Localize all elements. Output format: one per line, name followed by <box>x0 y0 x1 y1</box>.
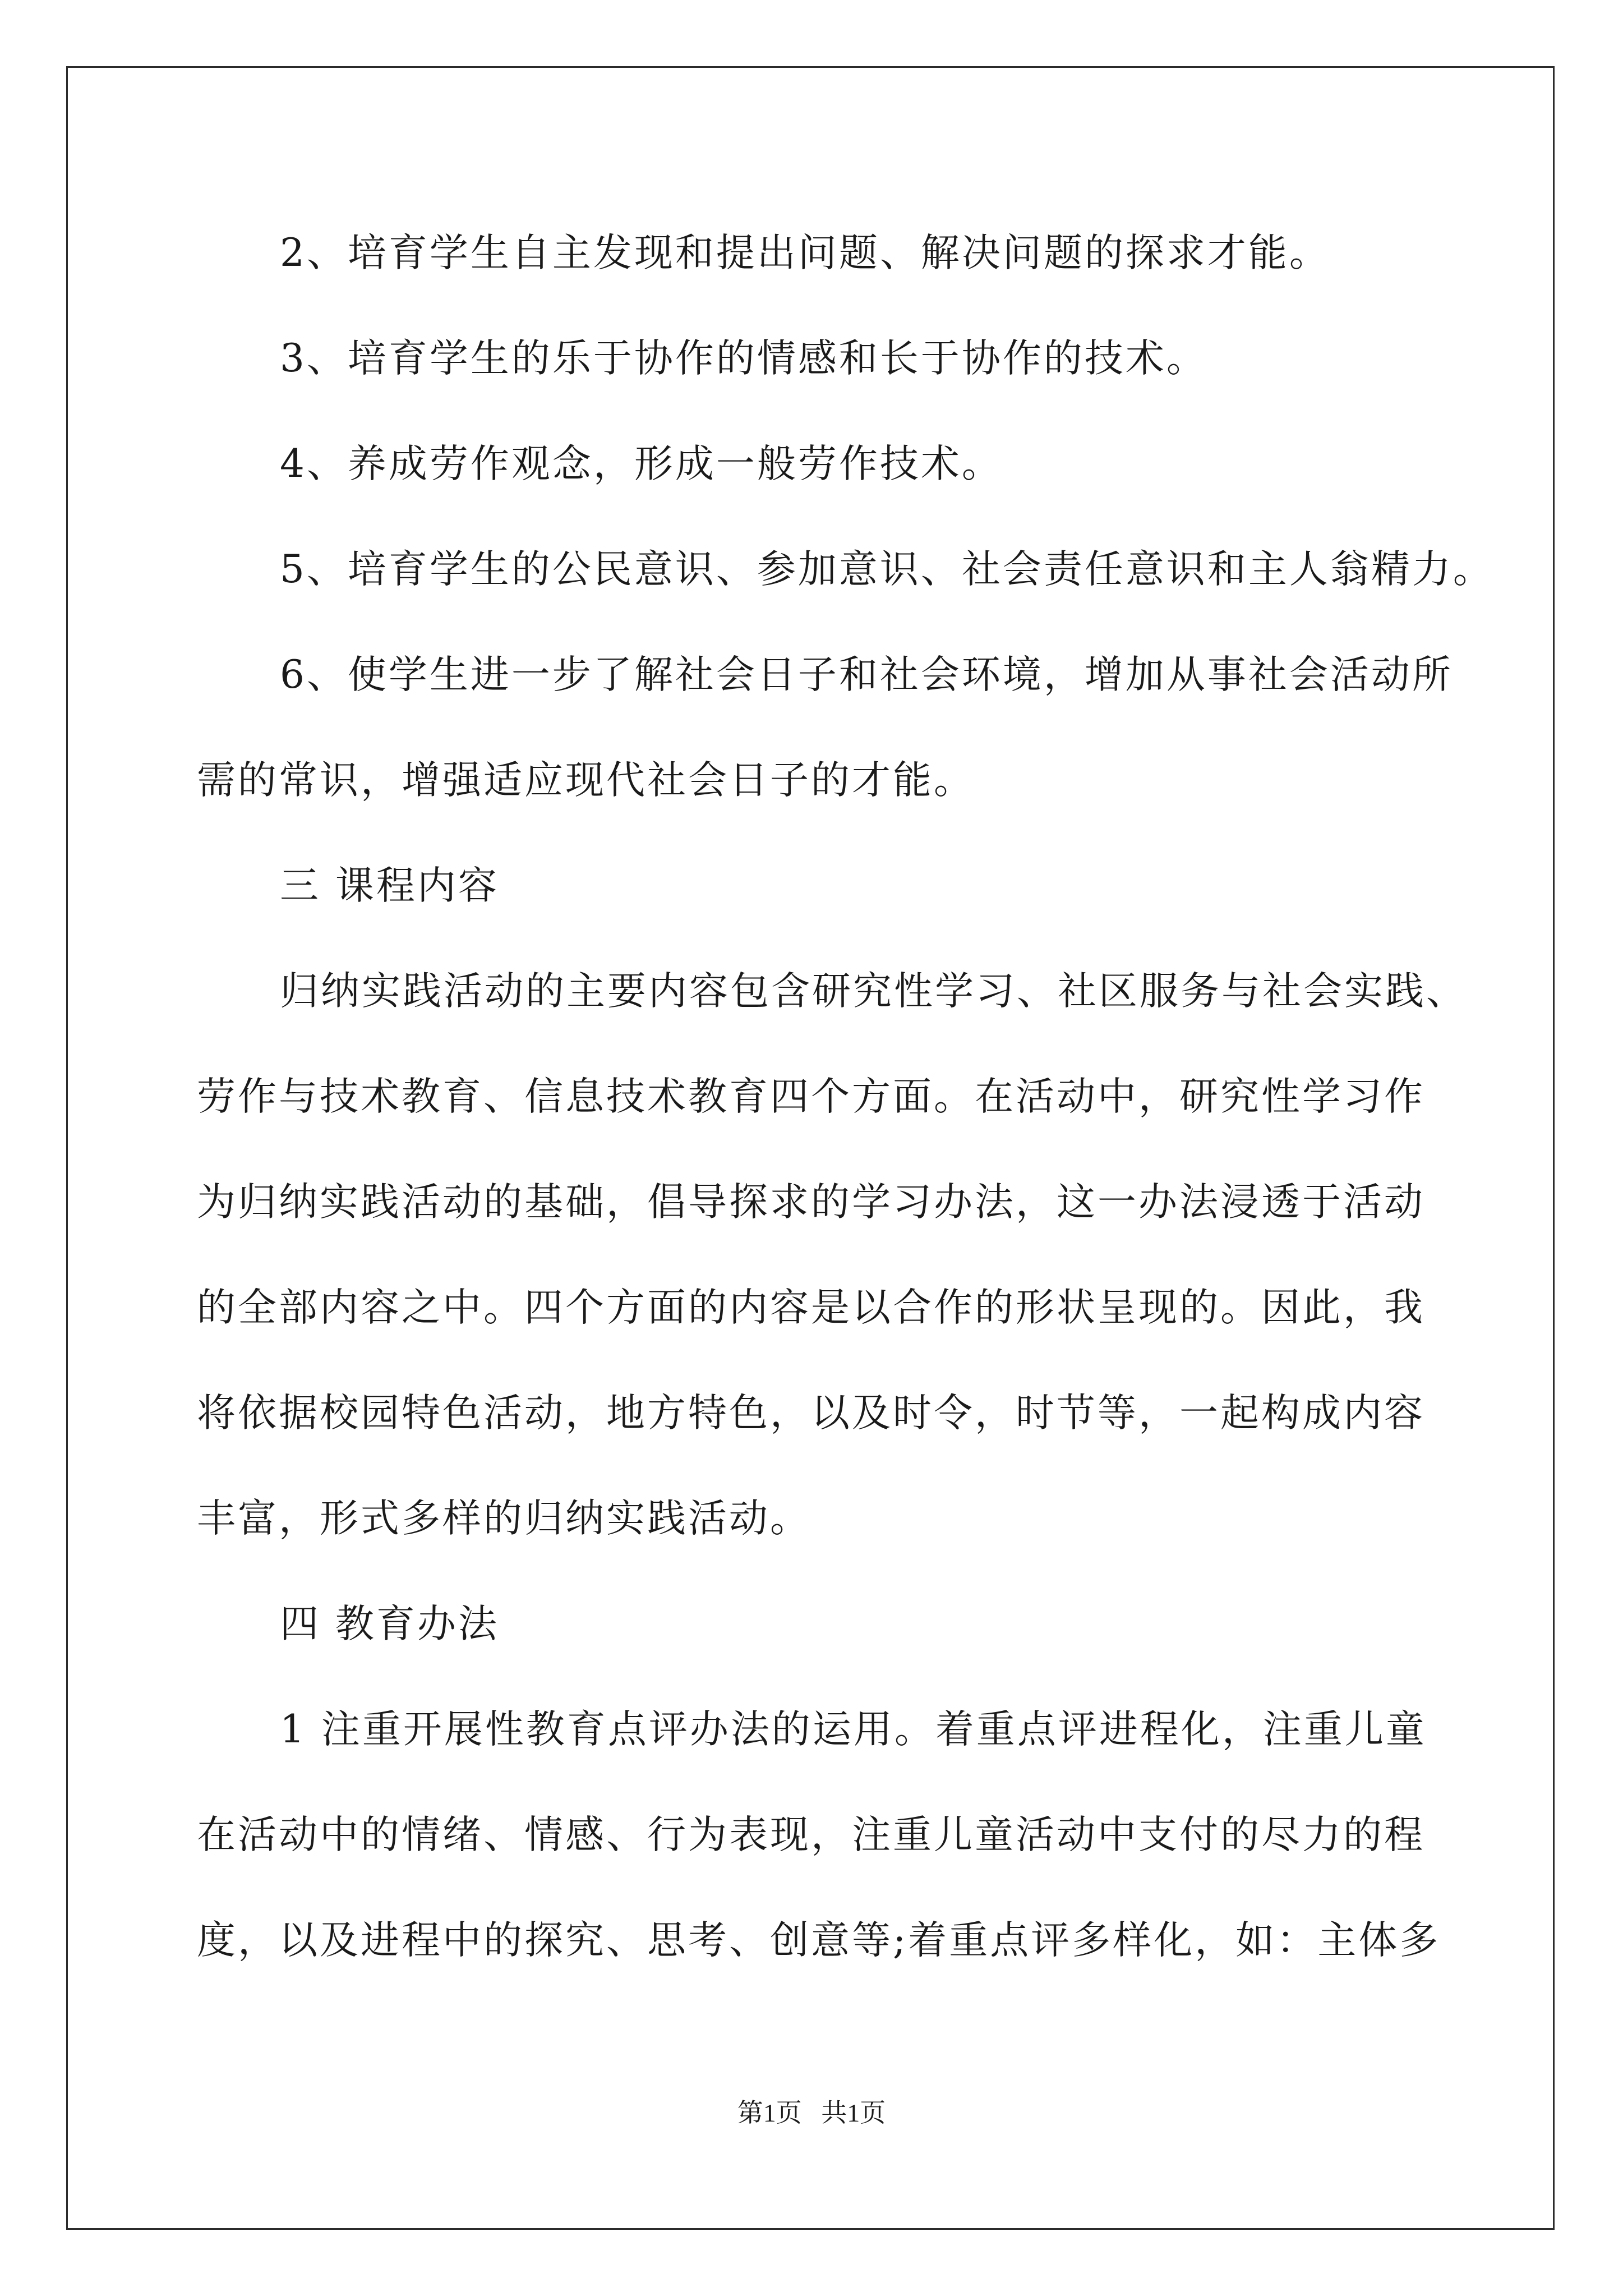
paragraph-line: 丰富，形式多样的归纳实践活动。 <box>197 1496 811 1541</box>
paragraph-line: 度，以及进程中的探究、思考、创意等;着重点评多样化，如：主体多 <box>197 1918 1441 1963</box>
paragraph-line: 1 注重开展性教育点评办法的运用。着重点评进程化，注重儿童 <box>280 1707 1427 1752</box>
goal-item-3: 3、培育学生的乐于协作的情感和长于协作的技术。 <box>280 336 1207 381</box>
section-heading-3: 三 课程内容 <box>280 863 499 908</box>
page-border <box>66 66 1555 2230</box>
paragraph-line: 归纳实践活动的主要内容包含研究性学习、社区服务与社会实践、 <box>280 969 1467 1014</box>
paragraph-line: 的全部内容之中。四个方面的内容是以合作的形状呈现的。因此，我 <box>197 1285 1425 1330</box>
page-number-footer: 第1页 共1页 <box>737 2099 886 2127</box>
goal-item-6: 6、使学生进一步了解社会日子和社会环境，增加从事社会活动所 <box>280 652 1453 697</box>
goal-item-6-cont: 需的常识，增强适应现代社会日子的才能。 <box>197 758 975 803</box>
section-heading-4: 四 教育办法 <box>280 1602 499 1646</box>
goal-item-4: 4、养成劳作观念，形成一般劳作技术。 <box>280 441 1003 486</box>
paragraph-line: 为归纳实践活动的基础，倡导探求的学习办法，这一办法浸透于活动 <box>197 1180 1425 1225</box>
paragraph-line: 将依据校园特色活动，地方特色，以及时令，时节等，一起构成内容 <box>197 1391 1425 1435</box>
paragraph-line: 劳作与技术教育、信息技术教育四个方面。在活动中，研究性学习作 <box>197 1074 1425 1119</box>
paragraph-line: 在活动中的情绪、情感、行为表现，注重儿童活动中支付的尽力的程 <box>197 1812 1425 1857</box>
goal-item-2: 2、培育学生自主发现和提出问题、解决问题的探求才能。 <box>280 231 1330 275</box>
goal-item-5: 5、培育学生的公民意识、参加意识、社会责任意识和主人翁精力。 <box>280 547 1494 592</box>
